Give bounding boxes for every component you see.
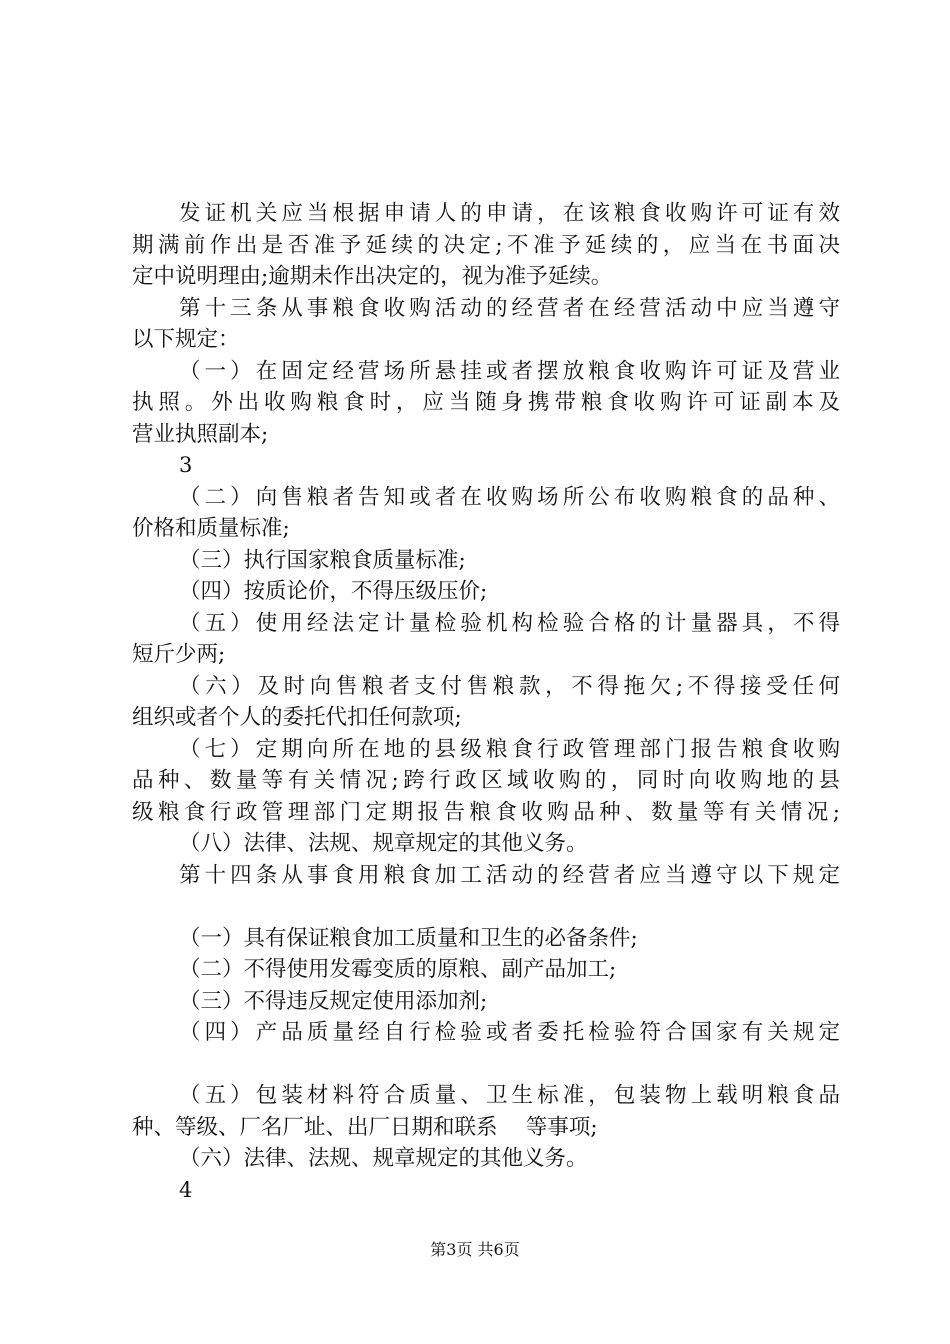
article-13-heading: 第十三条从事粮食收购活动的经营者在经营活动中应当遵守 [179, 295, 840, 321]
paragraph-line: 组织或者个人的委托代扣任何款项; [132, 705, 462, 730]
list-item: （二）不得使用发霉变质的原粮、副产品加工; [179, 957, 617, 982]
document-body [132, 198, 840, 1206]
list-item: （五）包装材料符合质量、卫生标准，包装物上载明粮食品 [179, 1083, 840, 1108]
list-item: （一）在固定经营场所悬挂或者摆放粮食收购许可证及营业 [179, 358, 840, 384]
list-item: （四）按质论价，不得压级压价; [179, 579, 488, 604]
blank-line [132, 891, 840, 923]
list-item: （八）法律、法规、规章规定的其他义务。 [179, 831, 588, 856]
list-item: （三）执行国家粮食质量标准; [179, 547, 466, 573]
page-number-marker: 3 [179, 453, 193, 477]
blank-line [132, 1049, 840, 1081]
list-item: （六）法律、法规、规章规定的其他义务。 [179, 1146, 588, 1171]
paragraph-line: 营业执照副本; [132, 421, 269, 447]
paragraph-line: 期满前作出是否准予延续的决定;不准予延续的，应当在书面决 [132, 232, 840, 258]
paragraph-line: 执照。外出收购粮食时，应当随身携带粮食收购许可证副本及 [132, 390, 840, 415]
article-14-heading: 第十四条从事食用粮食加工活动的经营者应当遵守以下规定 [179, 862, 840, 888]
list-item: （六）及时向售粮者支付售粮款，不得拖欠;不得接受任何 [179, 673, 840, 699]
paragraph-line: 短斤少两; [132, 642, 226, 667]
page-number-marker: 4 [179, 1177, 193, 1202]
paragraph-line: 种、等级、厂名厂址、出厂日期和联系 等事项; [132, 1114, 598, 1140]
paragraph-line: 级粮食行政管理部门定期报告粮食收购品种、数量等有关情况; [132, 799, 840, 825]
list-item: （五）使用经法定计量检验机构检验合格的计量器具，不得 [179, 610, 840, 636]
paragraph-line: 定中说明理由;逾期未作出决定的，视为准予延续。 [132, 264, 613, 289]
paragraph-line: 以下规定： [132, 327, 240, 352]
list-item: （二）向售粮者告知或者在收购场所公布收购粮食的品种、 [179, 484, 840, 510]
page-footer: 第3页 共6页 [430, 1240, 520, 1259]
paragraph-line: 发证机关应当根据申请人的申请，在该粮食收购许可证有效 [179, 201, 840, 226]
list-item: （三）不得违反规定使用添加剂; [179, 988, 488, 1014]
list-item: （七）定期向所在地的县级粮食行政管理部门报告粮食收购 [179, 736, 840, 762]
list-item: （四）产品质量经自行检验或者委托检验符合国家有关规定 [179, 1020, 840, 1045]
paragraph-line: 价格和质量标准; [132, 516, 290, 541]
paragraph-line: 品种、数量等有关情况;跨行政区域收购的，同时向收购地的县 [132, 768, 840, 793]
list-item: （一）具有保证粮食加工质量和卫生的必备条件; [179, 925, 638, 951]
